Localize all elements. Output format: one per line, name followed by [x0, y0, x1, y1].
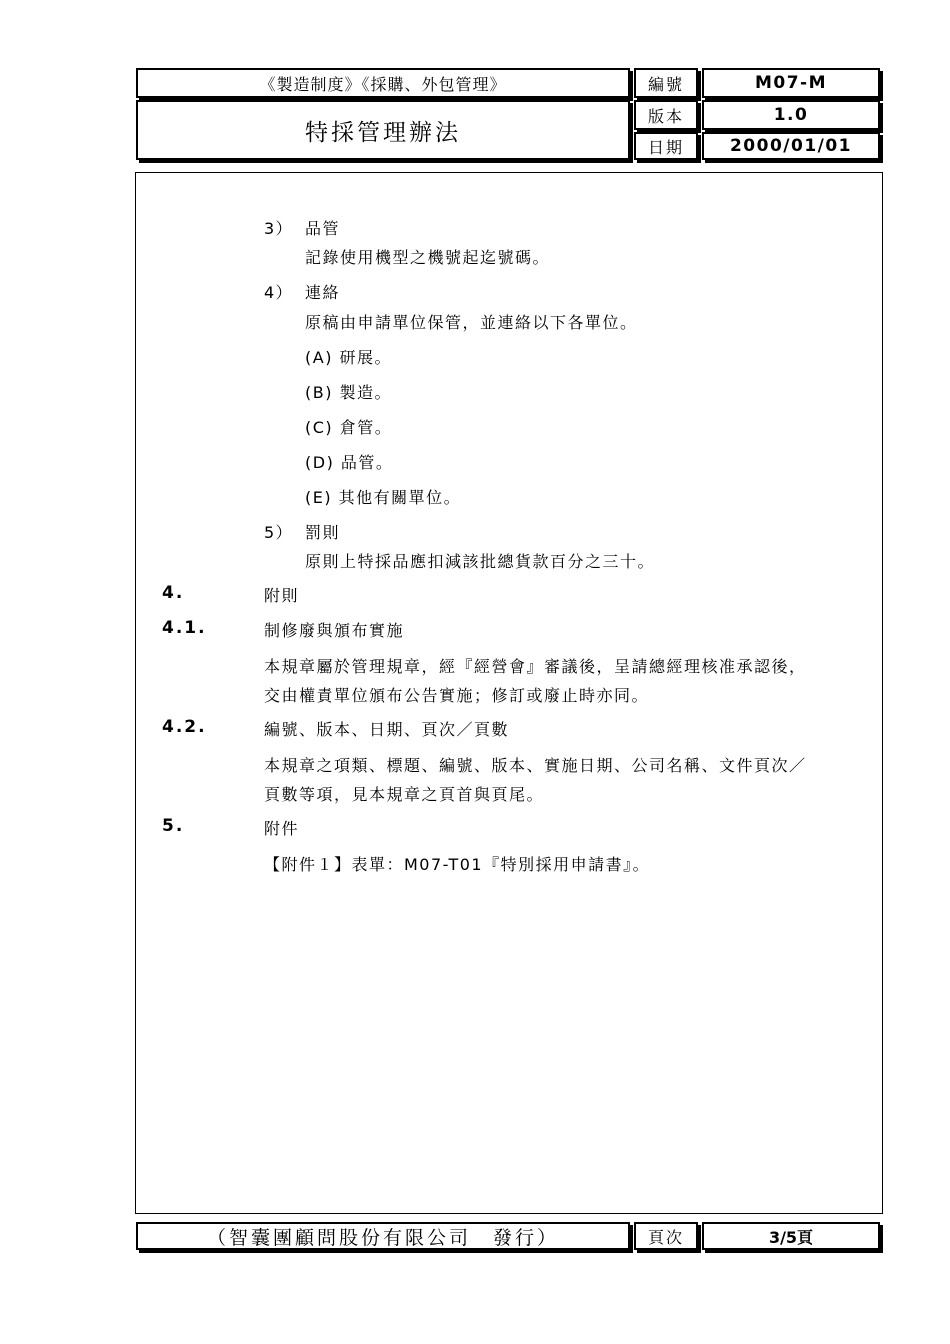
section-4-2-line-2: 頁數等項，見本規章之頁首與頁尾。: [264, 785, 545, 804]
date-label: 日期: [634, 132, 698, 160]
doc-number-label: 編號: [634, 68, 698, 98]
item-4-sub-d: (D) 品管。: [305, 453, 394, 472]
section-4-1-line-2: 交由權責單位頒布公告實施；修訂或廢止時亦同。: [264, 686, 650, 705]
item-3-marker: 3）: [264, 219, 294, 238]
item-5-text: 原則上特採品應扣減該批總貨款百分之三十。: [305, 552, 656, 571]
page-label: 頁次: [634, 1222, 698, 1250]
section-4-2-number: 4.2.: [162, 717, 207, 737]
item-3-text: 記錄使用機型之機號起迄號碼。: [305, 248, 551, 267]
section-5-text: 【附件１】表單：M07-T01『特別採用申請書』。: [264, 855, 651, 874]
item-4-sub-b: (B) 製造。: [305, 383, 393, 402]
section-4-number: 4.: [162, 583, 185, 603]
page-value: 3/5頁: [702, 1222, 880, 1250]
doc-number-value: M07-M: [702, 68, 880, 98]
section-4-2-title: 編號、版本、日期、頁次／頁數: [264, 720, 510, 739]
item-4-heading: 連絡: [305, 283, 341, 302]
item-3-heading: 品管: [305, 219, 341, 238]
section-4-2-line-1: 本規章之項類、標題、編號、版本、實施日期、公司名稱、文件頁次／: [264, 756, 807, 775]
section-4-1-line-1: 本規章屬於管理規章，經『經營會』審議後，呈請總經理核准承認後，: [264, 657, 807, 676]
section-4-title: 附則: [264, 586, 300, 605]
section-5-number: 5.: [162, 816, 185, 836]
item-4-sub-e: (E) 其他有關單位。: [305, 488, 462, 507]
footer-company: （智囊團顧問股份有限公司 發行）: [136, 1222, 630, 1250]
date-value: 2000/01/01: [702, 132, 880, 160]
item-4-sub-c: (C) 倉管。: [305, 418, 393, 437]
item-5-marker: 5）: [264, 523, 294, 542]
item-4-text: 原稿由申請單位保管，並連絡以下各單位。: [305, 313, 638, 332]
section-5-title: 附件: [264, 819, 300, 838]
item-5-heading: 罰則: [305, 523, 341, 542]
item-4-marker: 4）: [264, 283, 294, 302]
version-value: 1.0: [702, 100, 880, 130]
document-series: 《製造制度》《採購、外包管理》: [136, 68, 630, 98]
document-title: 特採管理辦法: [136, 100, 630, 160]
section-4-1-title: 制修廢與頒布實施: [264, 621, 405, 640]
item-4-sub-a: (A) 研展。: [305, 348, 393, 367]
version-label: 版本: [634, 100, 698, 130]
section-4-1-number: 4.1.: [162, 618, 207, 638]
